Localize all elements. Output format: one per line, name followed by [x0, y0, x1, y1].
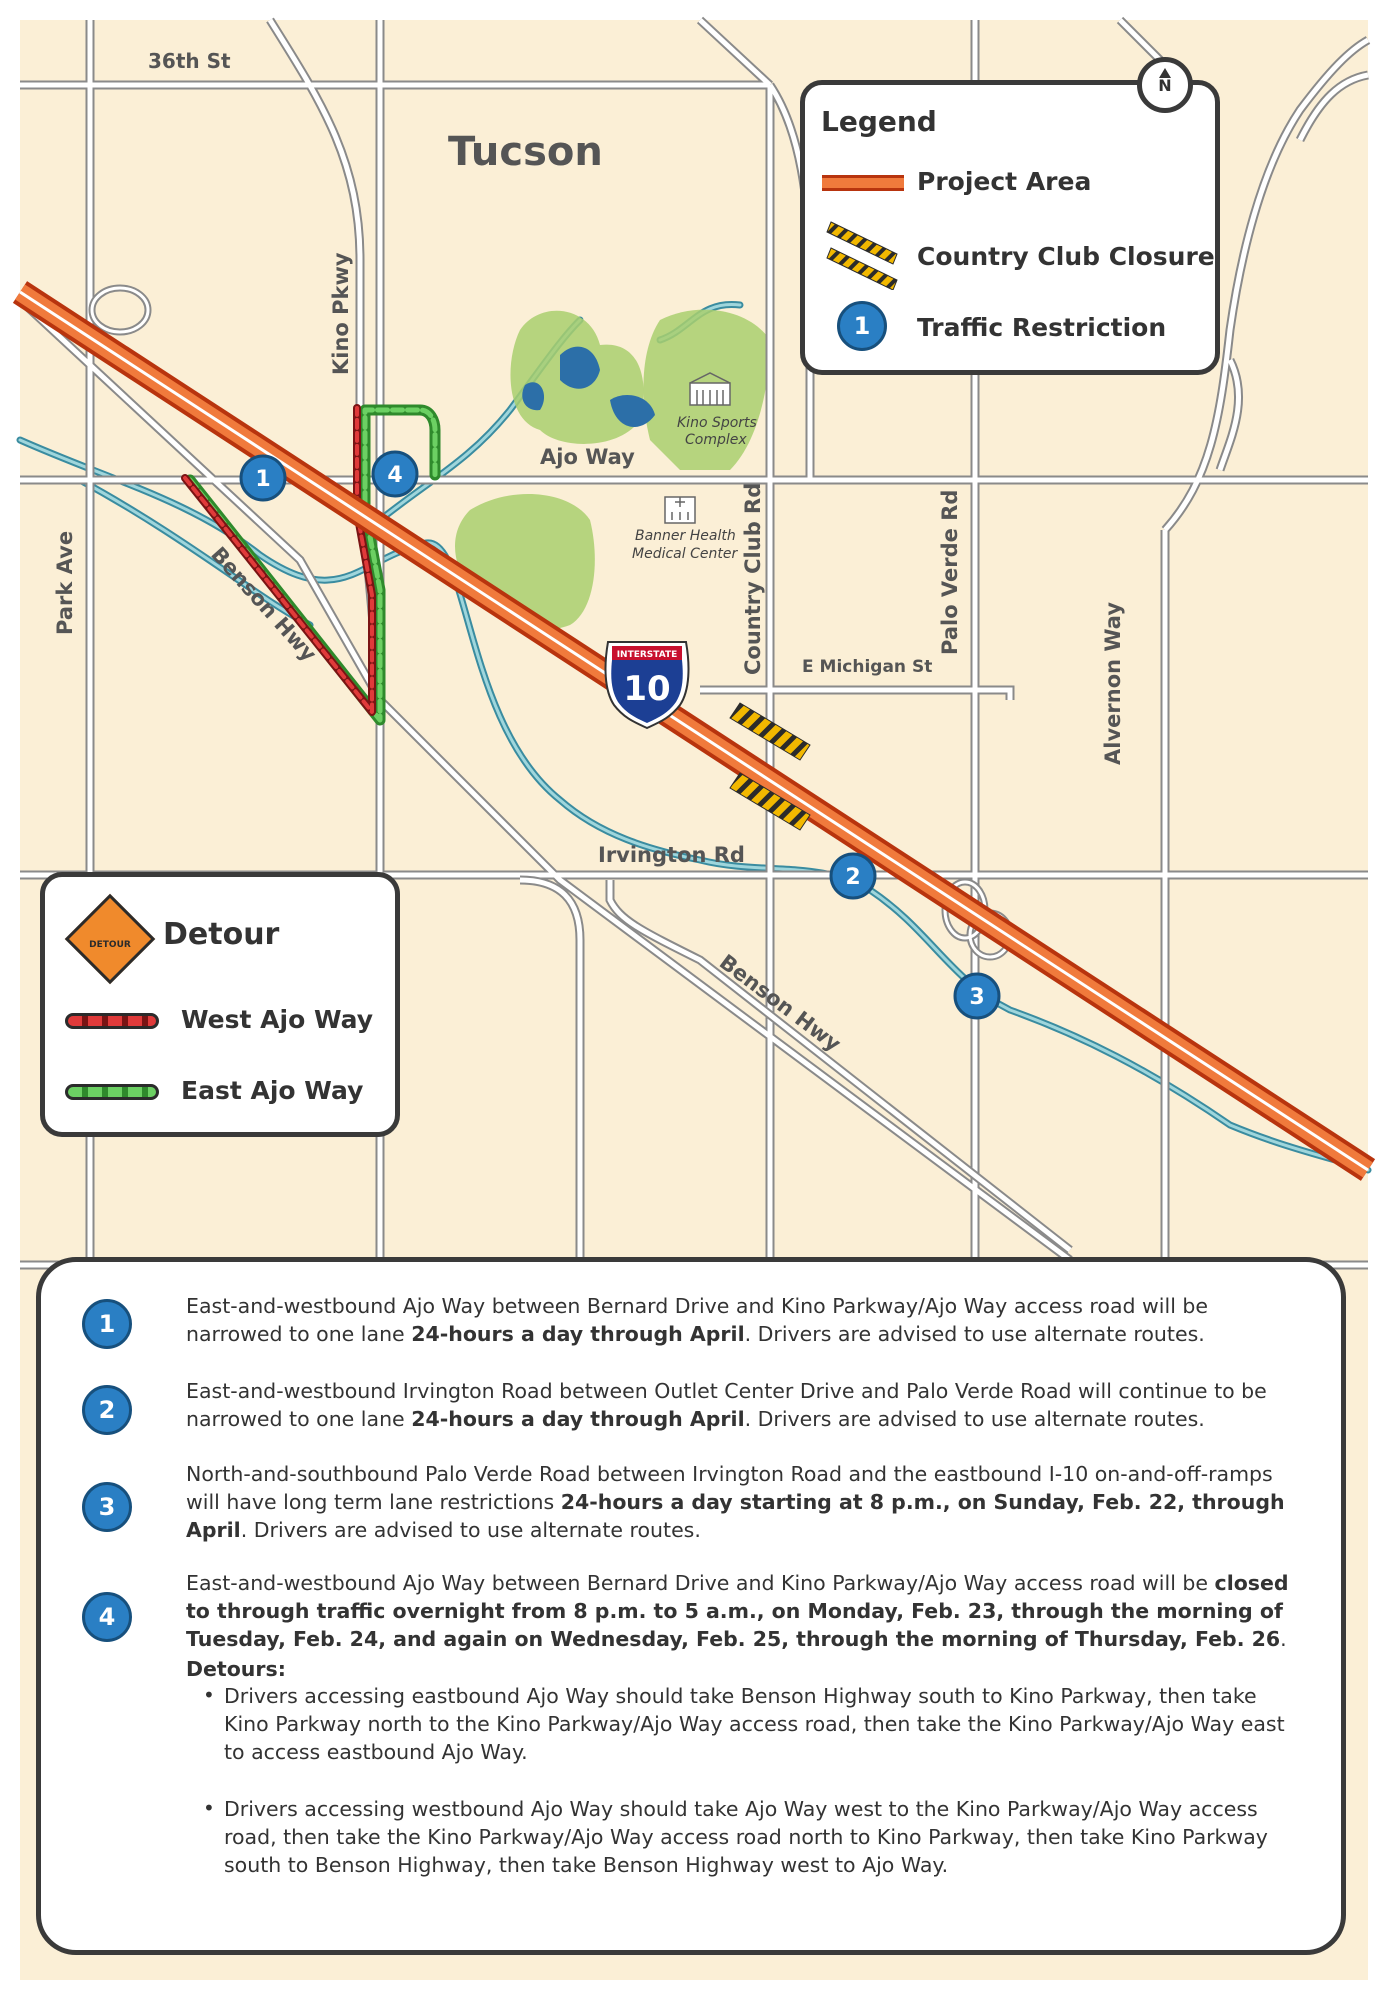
- legend-label-traffic-restriction: Traffic Restriction: [917, 313, 1167, 342]
- note-1-text: East-and-westbound Ajo Way between Bernard Drive and Kino Parkway/Ajo Way access road will be narrowed to one lane 24-hours a day through April. Drivers are advised to use alternate routes.: [186, 1294, 1209, 1346]
- east-ajo-swatch: [65, 1084, 159, 1100]
- road-label-irvington-rd: Irvington Rd: [598, 843, 745, 867]
- city-label: Tucson: [448, 129, 603, 175]
- legend-label-project-area: Project Area: [917, 167, 1092, 196]
- detour-legend-panel: [40, 872, 400, 1137]
- detours-heading: Detours:: [186, 1657, 286, 1681]
- interstate-shield-number: 10: [623, 669, 671, 709]
- detour-title: Detour: [163, 917, 280, 952]
- north-arrow: [1137, 57, 1193, 113]
- road-label-country-club-rd: Country Club Rd: [741, 482, 765, 675]
- detour-bullet-1: Drivers accessing eastbound Ajo Way should take Benson Highway south to Kino Parkway, then take Kino Parkway north to the Kino Parkway/Ajo Way access road, then take the Kino Parkway/Ajo Way east to access eastbound Ajo Way.: [224, 1684, 1285, 1764]
- road-label-36th-st: 36th St: [148, 49, 231, 73]
- note-2-text: East-and-westbound Irvington Road between Outlet Center Drive and Palo Verde Road will continue to be narrowed to one lane 24-hours a day through April. Drivers are advised to use alternate routes.: [186, 1379, 1267, 1431]
- legend-label-country-club-closure: Country Club Closure: [917, 242, 1215, 271]
- west-ajo-swatch: [65, 1013, 159, 1029]
- road-label-benson-hwy-lower: Benson Hwy: [714, 949, 846, 1057]
- detour-sign-icon: [65, 894, 156, 985]
- svg-text:1: 1: [255, 467, 271, 492]
- road-label-kino-pkwy: Kino Pkwy: [329, 252, 353, 375]
- detour-label-east-ajo-way: East Ajo Way: [181, 1076, 364, 1105]
- note-1-marker: 1: [82, 1299, 132, 1349]
- kino-sports-label-line1: Kino Sports: [677, 415, 757, 431]
- hospital-icon: [665, 497, 695, 523]
- note-4-marker: 4: [82, 1592, 132, 1642]
- interstate-shield-top-text: INTERSTATE: [616, 650, 678, 660]
- note-3-marker: 3: [82, 1482, 132, 1532]
- note-4-text: East-and-westbound Ajo Way between Bernard Drive and Kino Parkway/Ajo Way access road will be closed to through traffic overnight from 8 p.m. to 5 a.m., on Monday, Feb. 23, through the morning of Tuesday, Feb. 24, and again on Wednesday, Feb. 25, through the morning of Thursday, Feb. 26.: [186, 1571, 1289, 1651]
- map-marker-2: [831, 854, 875, 898]
- legend-item-country-club-closure: [805, 220, 1215, 280]
- road-label-palo-verde-rd: Palo Verde Rd: [938, 489, 962, 655]
- banner-health-label-line2: Medical Center: [632, 546, 738, 562]
- legend-panel: [800, 76, 1220, 375]
- detour-bullet-2-dot: •: [203, 1796, 215, 1820]
- road-label-park-ave: Park Ave: [53, 530, 77, 635]
- detour-bullet-2: Drivers accessing westbound Ajo Way should take Ajo Way west to the Kino Parkway/Ajo Way access road, then take the Kino Parkway/Ajo Way access road north to Kino Parkway, then take Kino Parkway south to Benson Highway, then take Benson Highway west to Ajo Way.: [224, 1797, 1268, 1877]
- map-marker-1: [241, 456, 285, 500]
- detour-bullet-1-dot: •: [203, 1683, 215, 1707]
- north-arrow-label: N: [1158, 76, 1172, 95]
- legend-item-traffic-restriction: [805, 305, 1215, 365]
- svg-text:4: 4: [387, 463, 403, 488]
- banner-health-label-line1: Banner Health: [635, 528, 736, 544]
- map-marker-4: [373, 452, 417, 496]
- info-panel: [36, 1257, 1346, 1955]
- road-label-ajo-way: Ajo Way: [540, 445, 635, 469]
- svg-text:2: 2: [845, 865, 861, 890]
- map-marker-3: [955, 974, 999, 1018]
- number-marker-icon: 1: [837, 301, 887, 351]
- closure-hatch-swatch: [825, 220, 905, 290]
- legend-title: Legend: [821, 105, 937, 138]
- note-2-marker: 2: [82, 1385, 132, 1435]
- note-3-text: North-and-southbound Palo Verde Road between Irvington Road and the eastbound I-10 on-and-off-ramps will have long term lane restrictions 24-hours a day starting at 8 p.m., on Sunday, Feb. 22, through April. Drivers are advised to use alternate routes.: [186, 1462, 1285, 1542]
- kino-sports-label-line2: Complex: [685, 432, 747, 448]
- road-label-benson-hwy-upper: Benson Hwy: [206, 542, 322, 667]
- road-label-alvernon-way: Alvernon Way: [1101, 601, 1125, 765]
- legend-item-project-area: [805, 155, 1215, 215]
- detour-label-west-ajo-way: West Ajo Way: [181, 1005, 374, 1034]
- road-label-e-michigan-st: E Michigan St: [802, 657, 933, 677]
- svg-text:3: 3: [969, 985, 985, 1010]
- detour-sign-text: DETOUR: [89, 940, 131, 950]
- project-area-swatch: [822, 175, 904, 191]
